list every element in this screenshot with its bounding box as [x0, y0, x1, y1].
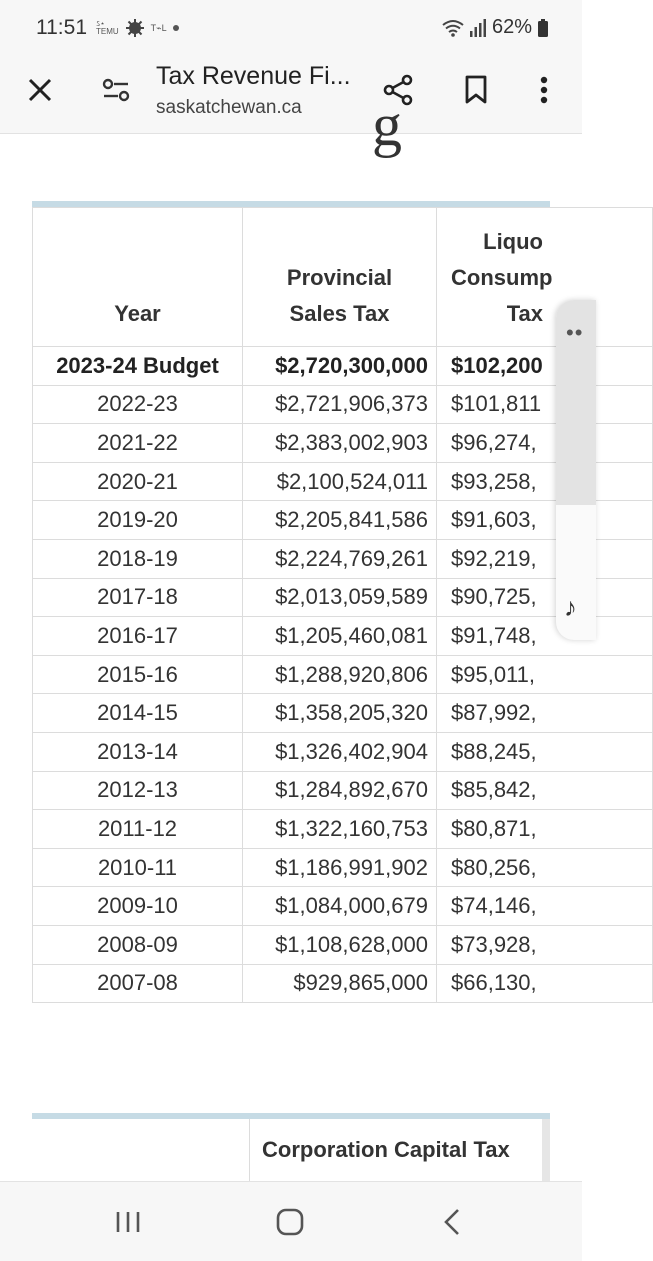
cell-year: 2018-19 [33, 539, 243, 578]
music-note-icon[interactable]: ♪ [564, 592, 577, 622]
cell-liquor: $87,992, [437, 694, 653, 733]
cell-pst: $2,013,059,589 [243, 578, 437, 617]
cell-year: 2014-15 [33, 694, 243, 733]
cell-year: 2011-12 [33, 810, 243, 849]
floating-side-panel-handle[interactable] [556, 300, 596, 640]
table2-empty-header-cell [32, 1119, 250, 1183]
notification-dot [173, 25, 179, 31]
cell-year: 2008-09 [33, 925, 243, 964]
cell-pst: $1,358,205,320 [243, 694, 437, 733]
cell-pst: $2,720,300,000 [243, 347, 437, 386]
cell-pst: $2,205,841,586 [243, 501, 437, 540]
cell-pst: $1,205,460,081 [243, 617, 437, 656]
home-icon [276, 1208, 304, 1236]
table-row [33, 964, 653, 1003]
wifi-icon [442, 19, 464, 37]
cell-year: 2015-16 [33, 655, 243, 694]
back-chevron-icon [443, 1208, 461, 1236]
recent-apps-icon [115, 1210, 141, 1234]
cell-liquor: $101,811 [437, 385, 653, 424]
more-vertical-icon [540, 76, 548, 104]
bookmark-icon [464, 75, 488, 105]
more-options-button[interactable] [524, 70, 564, 110]
signal-icon [470, 19, 486, 37]
cell-liquor: $90,725, [437, 578, 653, 617]
cell-year: 2020-21 [33, 462, 243, 501]
cell-year: 2007-08 [33, 964, 243, 1003]
status-time: 11:51 [36, 16, 87, 39]
cell-liquor: $95,011, [437, 655, 653, 694]
cell-year: 2021-22 [33, 424, 243, 463]
page-domain: saskatchewan.ca [156, 97, 302, 118]
cell-liquor: $96,274, [437, 424, 653, 463]
status-system-icons [442, 16, 548, 39]
header-liquor-consumption-tax: Liquo Consump Tax [437, 208, 653, 347]
table-row [33, 732, 653, 771]
battery-percent: 62% [491, 16, 532, 38]
header-provincial-sales-tax: Provincial Sales Tax [243, 208, 437, 347]
table-row [33, 810, 653, 849]
home-button[interactable] [268, 1204, 312, 1240]
corporation-capital-tax-table[interactable] [32, 1113, 550, 1183]
page-info-button[interactable] [96, 70, 136, 110]
status-bar [0, 0, 582, 56]
cell-liquor: $80,256, [437, 848, 653, 887]
cell-year: 2016-17 [33, 617, 243, 656]
cell-year: 2022-23 [33, 385, 243, 424]
table-row [33, 771, 653, 810]
recent-apps-button[interactable] [106, 1204, 150, 1240]
close-tab-button[interactable] [20, 70, 60, 110]
page-title: Tax Revenue Fi... [156, 62, 351, 90]
cell-pst: $1,108,628,000 [243, 925, 437, 964]
cell-liquor: $92,219, [437, 539, 653, 578]
close-icon [27, 77, 53, 103]
status-notification-icons [96, 18, 179, 38]
cell-liquor: $91,603, [437, 501, 653, 540]
table-row [33, 925, 653, 964]
cell-pst: $2,383,002,903 [243, 424, 437, 463]
cell-year: 2009-10 [33, 887, 243, 926]
cell-liquor: $85,842, [437, 771, 653, 810]
table-row [33, 848, 653, 887]
tune-icon [102, 77, 130, 103]
cell-pst: $2,100,524,011 [243, 462, 437, 501]
battery-icon [538, 19, 548, 37]
cell-year: 2023-24 Budget [33, 347, 243, 386]
cell-year: 2010-11 [33, 848, 243, 887]
cell-liquor: $102,200 [437, 347, 653, 386]
side-panel-dots-icon: •• [566, 320, 584, 345]
cell-liquor: $66,130, [437, 964, 653, 1003]
cell-year: 2017-18 [33, 578, 243, 617]
custom-tab-toolbar [0, 56, 582, 134]
tax-revenue-table[interactable] [32, 201, 553, 1003]
table2-next-column [542, 1119, 550, 1183]
cell-pst: $1,084,000,679 [243, 887, 437, 926]
header-year: Year [33, 208, 243, 347]
cell-pst: $2,721,906,373 [243, 385, 437, 424]
cell-liquor: $80,871, [437, 810, 653, 849]
cell-year: 2019-20 [33, 501, 243, 540]
tml-app-icon: T⌁L [150, 22, 167, 33]
cell-year: 2013-14 [33, 732, 243, 771]
cell-pst: $2,224,769,261 [243, 539, 437, 578]
cell-pst: $1,288,920,806 [243, 655, 437, 694]
heading-fragment: g [372, 92, 402, 158]
settings-notification-icon [125, 18, 145, 38]
cell-liquor: $91,748, [437, 617, 653, 656]
table-row [33, 887, 653, 926]
table-row [33, 655, 653, 694]
cell-liquor: $93,258, [437, 462, 653, 501]
temu-app-icon: ઽ⋆ TEMU [96, 19, 119, 36]
cell-pst: $929,865,000 [243, 964, 437, 1003]
cell-pst: $1,284,892,670 [243, 771, 437, 810]
cell-pst: $1,326,402,904 [243, 732, 437, 771]
cell-liquor: $73,928, [437, 925, 653, 964]
cell-pst: $1,186,991,902 [243, 848, 437, 887]
cell-year: 2012-13 [33, 771, 243, 810]
back-button[interactable] [430, 1204, 474, 1240]
cell-liquor: $88,245, [437, 732, 653, 771]
cell-liquor: $74,146, [437, 887, 653, 926]
table-row [33, 694, 653, 733]
header-corporation-capital-tax: Corporation Capital Tax [262, 1137, 510, 1162]
system-navigation-bar [0, 1181, 582, 1261]
cell-pst: $1,322,160,753 [243, 810, 437, 849]
bookmark-button[interactable] [456, 70, 496, 110]
